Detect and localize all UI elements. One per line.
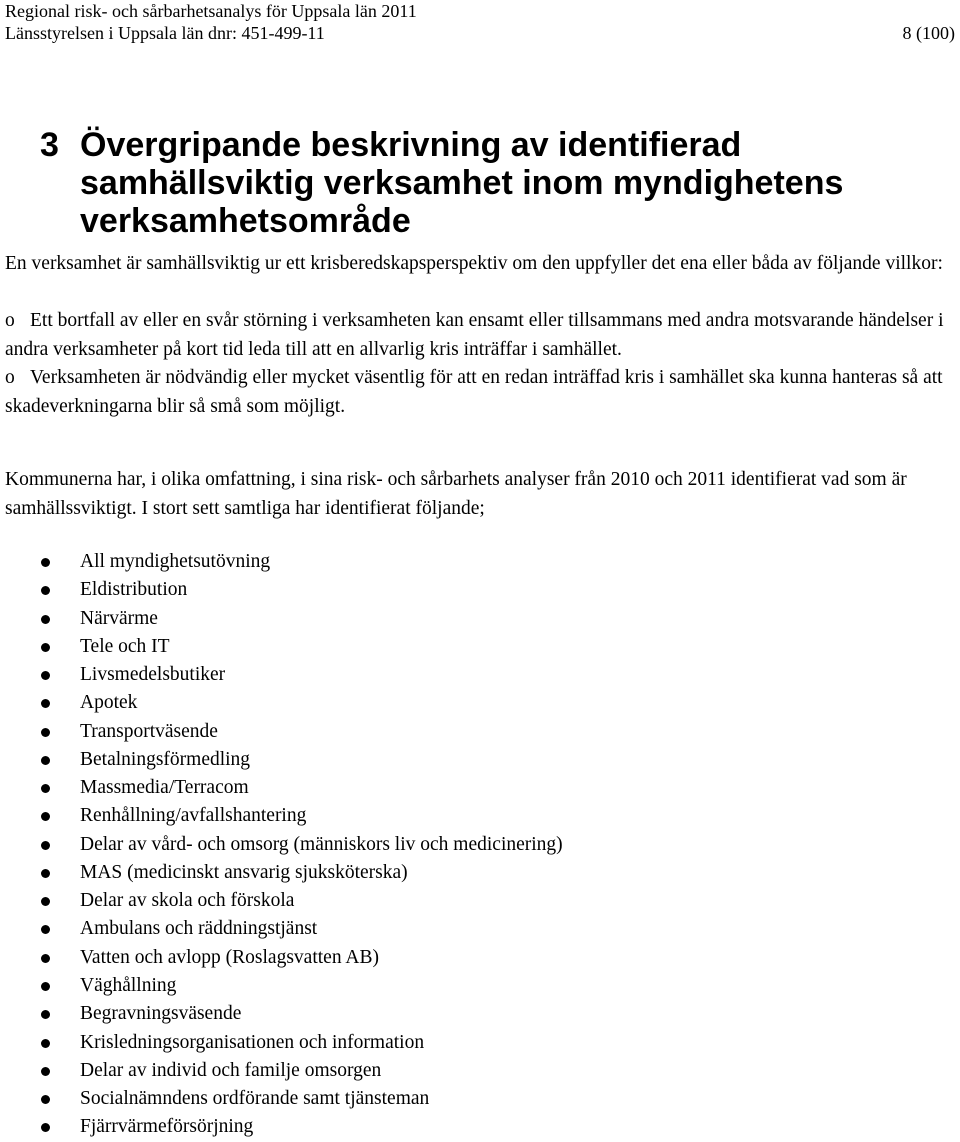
list-item-text: Väghållning bbox=[80, 974, 177, 996]
condition-marker: o bbox=[5, 367, 15, 388]
bullet-icon bbox=[41, 643, 50, 652]
list-item-text: Vatten och avlopp (Roslagsvatten AB) bbox=[80, 946, 379, 968]
list-item bbox=[0, 887, 950, 915]
condition-marker: o bbox=[5, 310, 15, 331]
bullet-icon bbox=[41, 925, 50, 934]
list-item bbox=[0, 1085, 950, 1113]
list-item bbox=[0, 718, 950, 746]
list-item-text: MAS (medicinskt ansvarig sjuksköterska) bbox=[80, 861, 408, 883]
header-row bbox=[5, 22, 955, 44]
condition-item bbox=[5, 307, 955, 364]
bullet-icon bbox=[41, 841, 50, 850]
list-item-text: Delar av individ och familje omsorgen bbox=[80, 1059, 382, 1081]
list-item-text: Apotek bbox=[80, 692, 138, 714]
list-item bbox=[0, 831, 950, 859]
condition-text: Verksamheten är nödvändig eller mycket väsentlig för att en redan inträffad kris i samhället ska kunna hanteras så att skadeverkningarna blir så små som möjligt. bbox=[5, 367, 943, 417]
list-item bbox=[0, 802, 950, 830]
summary-paragraph: Kommunerna har, i olika omfattning, i sina risk- och sårbarhets analyser från 2010 och 2011 identifierat vad som är samhällssviktigt. I stort sett samtliga har identifierat följande; bbox=[5, 469, 907, 519]
bullet-icon bbox=[41, 1067, 50, 1076]
list-item-text: Delar av skola och förskola bbox=[80, 890, 295, 912]
intro-paragraph: En verksamhet är samhällsviktig ur ett krisberedskapsperspektiv om den uppfyller det ena eller båda av följande villkor: bbox=[5, 253, 943, 274]
bullet-icon bbox=[41, 728, 50, 737]
list-item bbox=[0, 746, 950, 774]
list-item-text: Delar av vård- och omsorg (människors liv och medicinering) bbox=[80, 833, 563, 855]
condition-item bbox=[5, 364, 955, 421]
condition-text: Ett bortfall av eller en svår störning i verksamheten kan ensamt eller tillsammans med andra motsvarande händelser i andra verksamheter på kort tid leda till att en allvarlig kris inträffar i samhället. bbox=[5, 310, 944, 360]
page-number: 8 (100) bbox=[902, 23, 955, 43]
bullet-icon bbox=[41, 558, 50, 567]
bullet-icon bbox=[41, 812, 50, 821]
chapter-heading bbox=[40, 126, 940, 240]
list-item bbox=[0, 774, 950, 802]
list-item bbox=[0, 633, 950, 661]
bullet-icon bbox=[41, 615, 50, 624]
bullet-icon bbox=[41, 869, 50, 878]
list-item-text: Livsmedelsbutiker bbox=[80, 664, 226, 686]
bullet-icon bbox=[41, 1123, 50, 1132]
list-item-text: Massmedia/Terracom bbox=[80, 777, 249, 799]
list-item-text: Socialnämndens ordförande samt tjänsteman bbox=[80, 1088, 430, 1110]
list-item-text: Ambulans och räddningstjänst bbox=[80, 918, 318, 940]
list-item bbox=[0, 972, 950, 1000]
list-item bbox=[0, 944, 950, 972]
bullet-icon bbox=[41, 1095, 50, 1104]
list-item-text: Närvärme bbox=[80, 607, 158, 629]
chapter-title: Övergripande beskrivning av identifierad samhällsviktig verksamhet inom myndighetens verksamhetsområde bbox=[80, 126, 844, 240]
list-item bbox=[0, 576, 950, 604]
bullet-icon bbox=[41, 586, 50, 595]
list-item bbox=[0, 915, 950, 943]
list-item-text: Renhållning/avfallshantering bbox=[80, 805, 307, 827]
list-item bbox=[0, 661, 950, 689]
list-item bbox=[0, 689, 950, 717]
chapter-number: 3 bbox=[40, 126, 59, 164]
list-item bbox=[0, 1057, 950, 1085]
bullet-icon bbox=[41, 954, 50, 963]
list-item bbox=[0, 605, 950, 633]
list-item-text: Transportväsende bbox=[80, 720, 218, 742]
list-item-text: Krisledningsorganisationen och information bbox=[80, 1031, 425, 1053]
bullet-icon bbox=[41, 1010, 50, 1019]
bullet-icon bbox=[41, 1039, 50, 1048]
conditions-list bbox=[5, 307, 955, 421]
list-item-text: Fjärrvärmeförsörjning bbox=[80, 1116, 254, 1138]
page-header bbox=[5, 0, 955, 44]
bullet-icon bbox=[41, 784, 50, 793]
services-list bbox=[0, 548, 950, 1142]
list-item-text: Betalningsförmedling bbox=[80, 748, 251, 770]
list-item bbox=[0, 548, 950, 576]
list-item bbox=[0, 859, 950, 887]
list-item-text: Begravningsväsende bbox=[80, 1003, 242, 1025]
list-item-text: All myndighetsutövning bbox=[80, 551, 271, 572]
bullet-icon bbox=[41, 671, 50, 680]
bullet-icon bbox=[41, 897, 50, 906]
list-item bbox=[0, 1113, 950, 1141]
list-item-text: Tele och IT bbox=[80, 635, 170, 657]
bullet-icon bbox=[41, 756, 50, 765]
bullet-icon bbox=[41, 699, 50, 708]
list-item bbox=[0, 1000, 950, 1028]
report-title: Regional risk- och sårbarhetsanalys för Uppsala län 2011 bbox=[5, 1, 417, 21]
bullet-icon bbox=[41, 982, 50, 991]
registration-number: Länsstyrelsen i Uppsala län dnr: 451-499-11 bbox=[5, 23, 325, 43]
list-item-text: Eldistribution bbox=[80, 579, 188, 601]
list-item bbox=[0, 1029, 950, 1057]
